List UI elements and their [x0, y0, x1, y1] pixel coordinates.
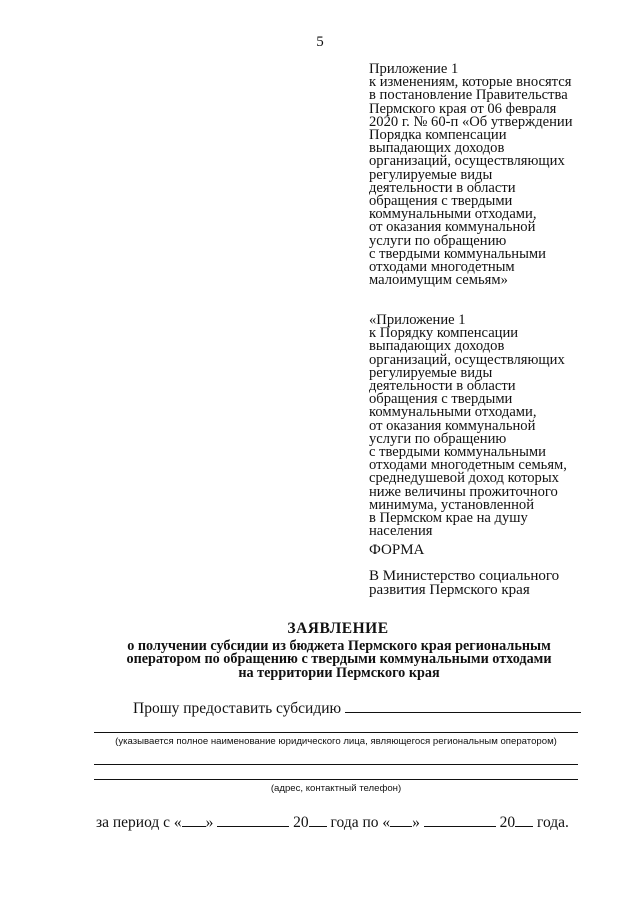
annex-order-line: выпадающих доходов: [369, 338, 505, 355]
annex-order-line: коммунальными отходами,: [369, 404, 537, 421]
annex-header-line: деятельности в области: [369, 179, 516, 196]
annex-header-line: отходами многодетным: [369, 259, 515, 276]
annex-order-block: [369, 314, 599, 538]
period-end-month-field[interactable]: [424, 814, 496, 827]
document-title: ЗАЯВЛЕНИЕ: [287, 620, 389, 637]
annex-header-line: малоимущим семьям»: [369, 272, 508, 289]
annex-header-line: Пермского края от 06 февраля: [369, 100, 557, 117]
annex-order-line: населения: [369, 523, 433, 540]
addressee-block: [369, 570, 599, 597]
annex-order-line: регулируемые виды: [369, 364, 493, 381]
annex-header-line: регулируемые виды: [369, 166, 493, 183]
annex-header-line: организаций, осуществляющих: [369, 153, 565, 170]
annex-order-line: деятельности в области: [369, 378, 516, 395]
annex-header-line: в постановление Правительства: [369, 87, 568, 104]
annex-order-line: к Порядку компенсации: [369, 325, 519, 342]
period-end-day-field[interactable]: [390, 814, 412, 827]
address-field-line-1[interactable]: [94, 764, 578, 765]
annex-header-line: услуги по обращению: [369, 232, 507, 249]
annex-header-line: к изменениям, которые вносятся: [369, 74, 572, 91]
addressee-line: В Министерство социального: [369, 568, 560, 584]
annex-order-line: минимума, установленной: [369, 496, 535, 513]
period-start-month-field[interactable]: [217, 814, 289, 827]
subsidy-request-line: [133, 700, 581, 718]
annex-header-line: Приложение 1: [369, 61, 459, 77]
annex-order-line: от оказания коммунальной: [369, 417, 536, 434]
period-year-prefix: 20: [499, 814, 516, 831]
operator-name-caption: (указывается полное наименование юридического лица, являющегося региональным оператором): [115, 736, 557, 747]
period-end-year-field[interactable]: [515, 814, 533, 827]
annex-order-line: обращения с твердыми: [369, 391, 513, 408]
annex-order-line: в Пермском крае на душу: [369, 510, 528, 527]
annex-order-line: организаций, осуществляющих: [369, 351, 565, 368]
addressee-line: развития Пермского края: [369, 581, 530, 598]
period-text-from: за период с «: [96, 814, 182, 831]
period-line: [96, 814, 569, 832]
period-text-to: года по «: [330, 814, 391, 831]
annex-order-line: услуги по обращению: [369, 430, 507, 447]
document-subtitle: [100, 640, 578, 680]
address-caption: (адрес, контактный телефон): [270, 783, 402, 794]
operator-name-field[interactable]: [94, 732, 578, 733]
annex-order-line: ниже величины прожиточного: [369, 483, 558, 500]
period-year-prefix: 20: [293, 814, 309, 831]
annex-order-line: отходами многодетным семьям,: [369, 457, 567, 474]
annex-header-line: с твердыми коммунальными: [369, 245, 546, 262]
annex-header-line: выпадающих доходов: [369, 140, 505, 157]
annex-order-line: с твердыми коммунальными: [369, 444, 546, 461]
annex-header-line: обращения с твердыми: [369, 193, 513, 210]
request-text: Прошу предоставить субсидию: [133, 700, 342, 717]
page-number: 5: [316, 34, 324, 50]
period-start-year-field[interactable]: [309, 814, 327, 827]
annex-order-line: среднедушевой доход которых: [369, 470, 559, 487]
annex-header-block: [369, 63, 599, 287]
form-label: ФОРМА: [369, 542, 425, 558]
subtitle-line: оператором по обращению с твердыми коммунальными отходами: [126, 651, 552, 668]
period-quote-close: »: [205, 814, 214, 831]
annex-header-line: коммунальными отходами,: [369, 206, 537, 223]
period-quote-close: »: [412, 814, 420, 831]
period-start-day-field[interactable]: [182, 814, 206, 827]
annex-order-line: «Приложение 1: [369, 312, 466, 328]
annex-header-line: от оказания коммунальной: [369, 219, 536, 236]
annex-header-line: Порядка компенсации: [369, 127, 507, 144]
subsidy-blank-field[interactable]: [345, 700, 581, 713]
subtitle-line: о получении субсидии из бюджета Пермского края региональным: [127, 638, 551, 654]
annex-header-line: 2020 г. № 60-п «Об утверждении: [369, 113, 573, 130]
address-field-line-2[interactable]: [94, 779, 578, 780]
period-text-end: года.: [537, 814, 569, 831]
subtitle-line: на территории Пермского края: [238, 664, 440, 681]
